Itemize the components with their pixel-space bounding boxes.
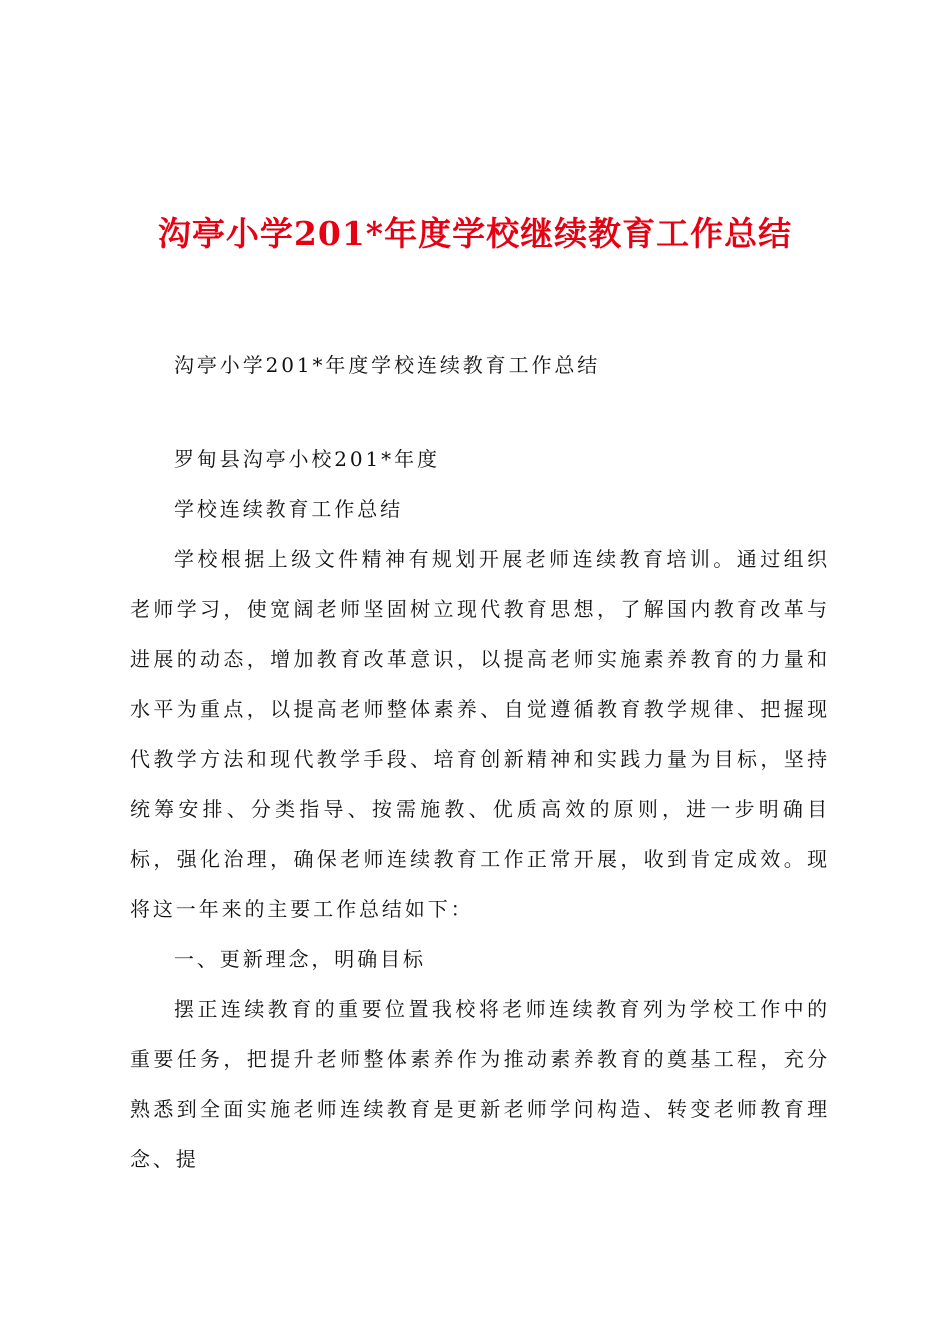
subtitle-line: 沟亭小学201*年度学校连续教育工作总结: [174, 353, 601, 377]
heading-line: 学校连续教育工作总结: [174, 497, 403, 521]
blank-gap: [130, 390, 830, 434]
document-body: [130, 340, 830, 1184]
paragraph-section-1: 摆正连续教育的重要位置我校将老师连续教育列为学校工作中的重要任务，把提升老师整体素养作为推动素养教育的奠基工程，充分熟悉到全面实施老师连续教育是更新老师学问构造、转变老师教育理念、提: [130, 997, 830, 1171]
document-title: 沟亭小学201*年度学校继续教育工作总结: [157, 214, 793, 253]
paragraph-intro: 学校根据上级文件精神有规划开展老师连续教育培训。通过组织老师学习，使宽阔老师坚固树立现代教育思想，了解国内教育改革与进展的动态，增加教育改革意识，以提高老师实施素养教育的力量和水平为重点，以提高老师整体素养、自觉遵循教育教学规律、把握现代教学方法和现代教学手段、培育创新精神和实践力量为目标，坚持统筹安排、分类指导、按需施教、优质高效的原则，进一步明确目标，强化治理，确保老师连续教育工作正常开展，收到肯定成效。现将这一年来的主要工作总结如下：: [130, 547, 830, 921]
section-heading-1: 一、更新理念，明确目标: [174, 947, 426, 971]
org-line: 罗甸县沟亭小校201*年度: [174, 447, 440, 471]
